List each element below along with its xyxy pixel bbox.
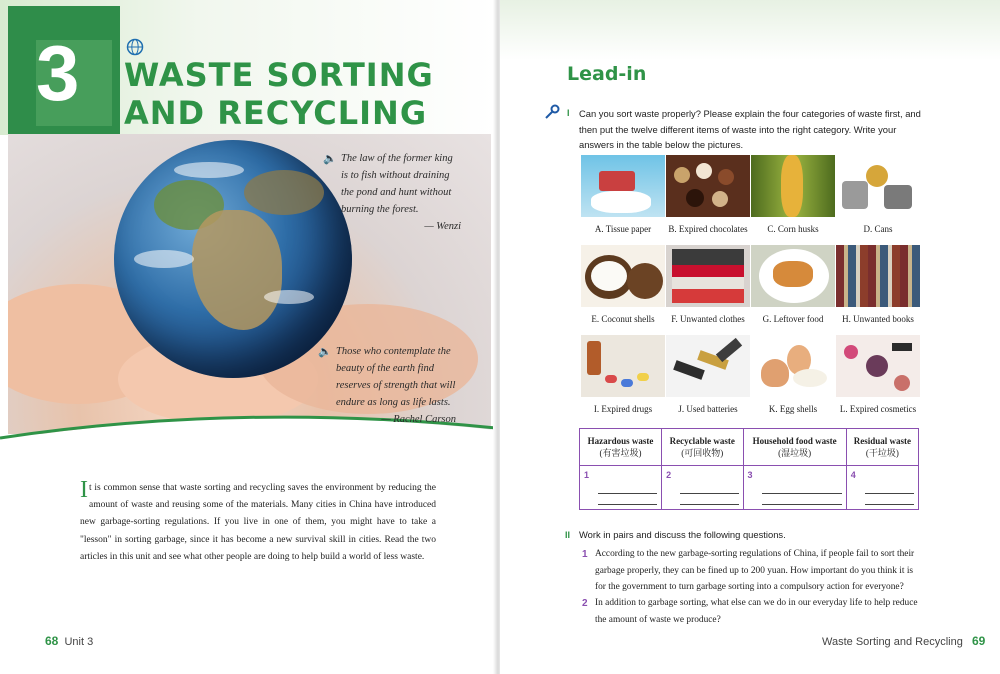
answer-cell[interactable]: 1 [580, 466, 662, 510]
task2-numeral: II [565, 530, 571, 540]
right-page [500, 0, 1000, 674]
table-header-row [580, 429, 919, 466]
left-page [0, 0, 496, 674]
table-answer-row [580, 466, 919, 510]
answer-cell[interactable]: 4 [846, 466, 918, 510]
answer-cell[interactable]: 2 [662, 466, 743, 510]
chocolates-image [666, 155, 750, 217]
speaker-icon: 🔈 [323, 153, 337, 165]
speaker-icon: 🔈 [318, 346, 332, 358]
plate-image [751, 245, 835, 307]
cosmetics-image [836, 335, 920, 397]
item-caption: E. Coconut shells [591, 314, 655, 324]
corn-image [751, 155, 835, 217]
quote-text: Those who contemplate the beauty of the earth find reserves of strength that will endure as long as life lasts. [336, 346, 456, 408]
item-caption: K. Egg shells [768, 404, 818, 414]
cans-image [836, 155, 920, 217]
quote-attribution: — Wenzi [424, 221, 461, 232]
item-caption: C. Corn husks [767, 224, 819, 234]
question-number: 2 [582, 598, 588, 609]
item-caption: L. Expired cosmetics [839, 404, 917, 414]
clothes-image [666, 245, 750, 307]
lead-in-heading: Lead-in [567, 63, 647, 85]
question-text: In addition to garbage sorting, what else can we do in our everyday life to help reduce the amount of waste we produce? [595, 598, 918, 625]
unit-title-line2: AND RECYCLING [124, 94, 428, 132]
item-caption: I. Expired drugs [593, 404, 653, 414]
table-header: Household food waste (湿垃圾) [743, 429, 846, 466]
quote-text: The law of the former king is to fish without draining the pond and hunt without burning the forest. [341, 153, 453, 215]
drop-cap: I [80, 477, 88, 503]
page-number: 68 [45, 634, 59, 648]
table-header: Hazardous waste (有害垃圾) [580, 429, 662, 466]
tissue-box-image [581, 155, 665, 217]
item-caption: F. Unwanted clothes [671, 314, 745, 324]
quote-attribution: — Rachel Carson [381, 414, 456, 425]
page-number: 69 [972, 634, 986, 648]
quote-carson [336, 343, 456, 428]
task1-instructions: Can you sort waste properly? Please explain the four categories of waste first, and then put the twelve different items of waste into the right category. Write your answers in the table below the pictures. [579, 108, 921, 151]
quote-wenzi [341, 150, 461, 235]
task1-numeral: I [567, 108, 570, 118]
item-caption: B. Expired chocolates [668, 224, 748, 234]
unit-title [124, 56, 434, 132]
categories-table [579, 428, 919, 510]
intro-text: t is common sense that waste sorting and recycling saves the environment by reducing the amount of waste and reusing some of the materials. Many cities in China have introduced new garbage-sorting regulations. If you live in one of them, you might have to take a "lesson" in sorting garbage, since it has become a new survival skill in cities. Read the two articles in this unit and see what other people are doing to help build a world of less waste. [80, 483, 436, 562]
pills-image [581, 335, 665, 397]
unit-number: 3 [36, 29, 80, 117]
answer-cell[interactable]: 3 [743, 466, 846, 510]
egg-shells-image [751, 335, 835, 397]
intro-paragraph [80, 477, 436, 566]
table-header: Recyclable waste (可回收物) [662, 429, 743, 466]
coconut-image [581, 245, 665, 307]
right-folio [822, 634, 985, 648]
globe-icon [126, 38, 144, 56]
item-caption: A. Tissue paper [594, 224, 652, 234]
item-caption: G. Leftover food [762, 314, 824, 324]
question-number: 1 [582, 549, 588, 560]
folio-label: Unit 3 [64, 636, 94, 648]
books-image [836, 245, 920, 307]
task2-instructions: Work in pairs and discuss the following questions. [579, 529, 786, 540]
earth-globe [114, 140, 352, 378]
item-caption: J. Used batteries [678, 404, 738, 414]
unit-title-line1: WASTE SORTING [124, 56, 434, 94]
left-folio [45, 634, 93, 648]
key-icon [544, 104, 560, 120]
item-caption: H. Unwanted books [842, 314, 914, 324]
item-caption: D. Cans [863, 224, 893, 234]
table-header: Residual waste (干垃圾) [846, 429, 918, 466]
folio-label: Waste Sorting and Recycling [822, 636, 963, 648]
question-text: According to the new garbage-sorting regulations of China, if people fail to sort their garbage properly, they can be fined up to 200 yuan. How important do you think it is for the government to turn garbage sorting into a compulsory action for everyone? [595, 549, 915, 593]
batteries-image [666, 335, 750, 397]
